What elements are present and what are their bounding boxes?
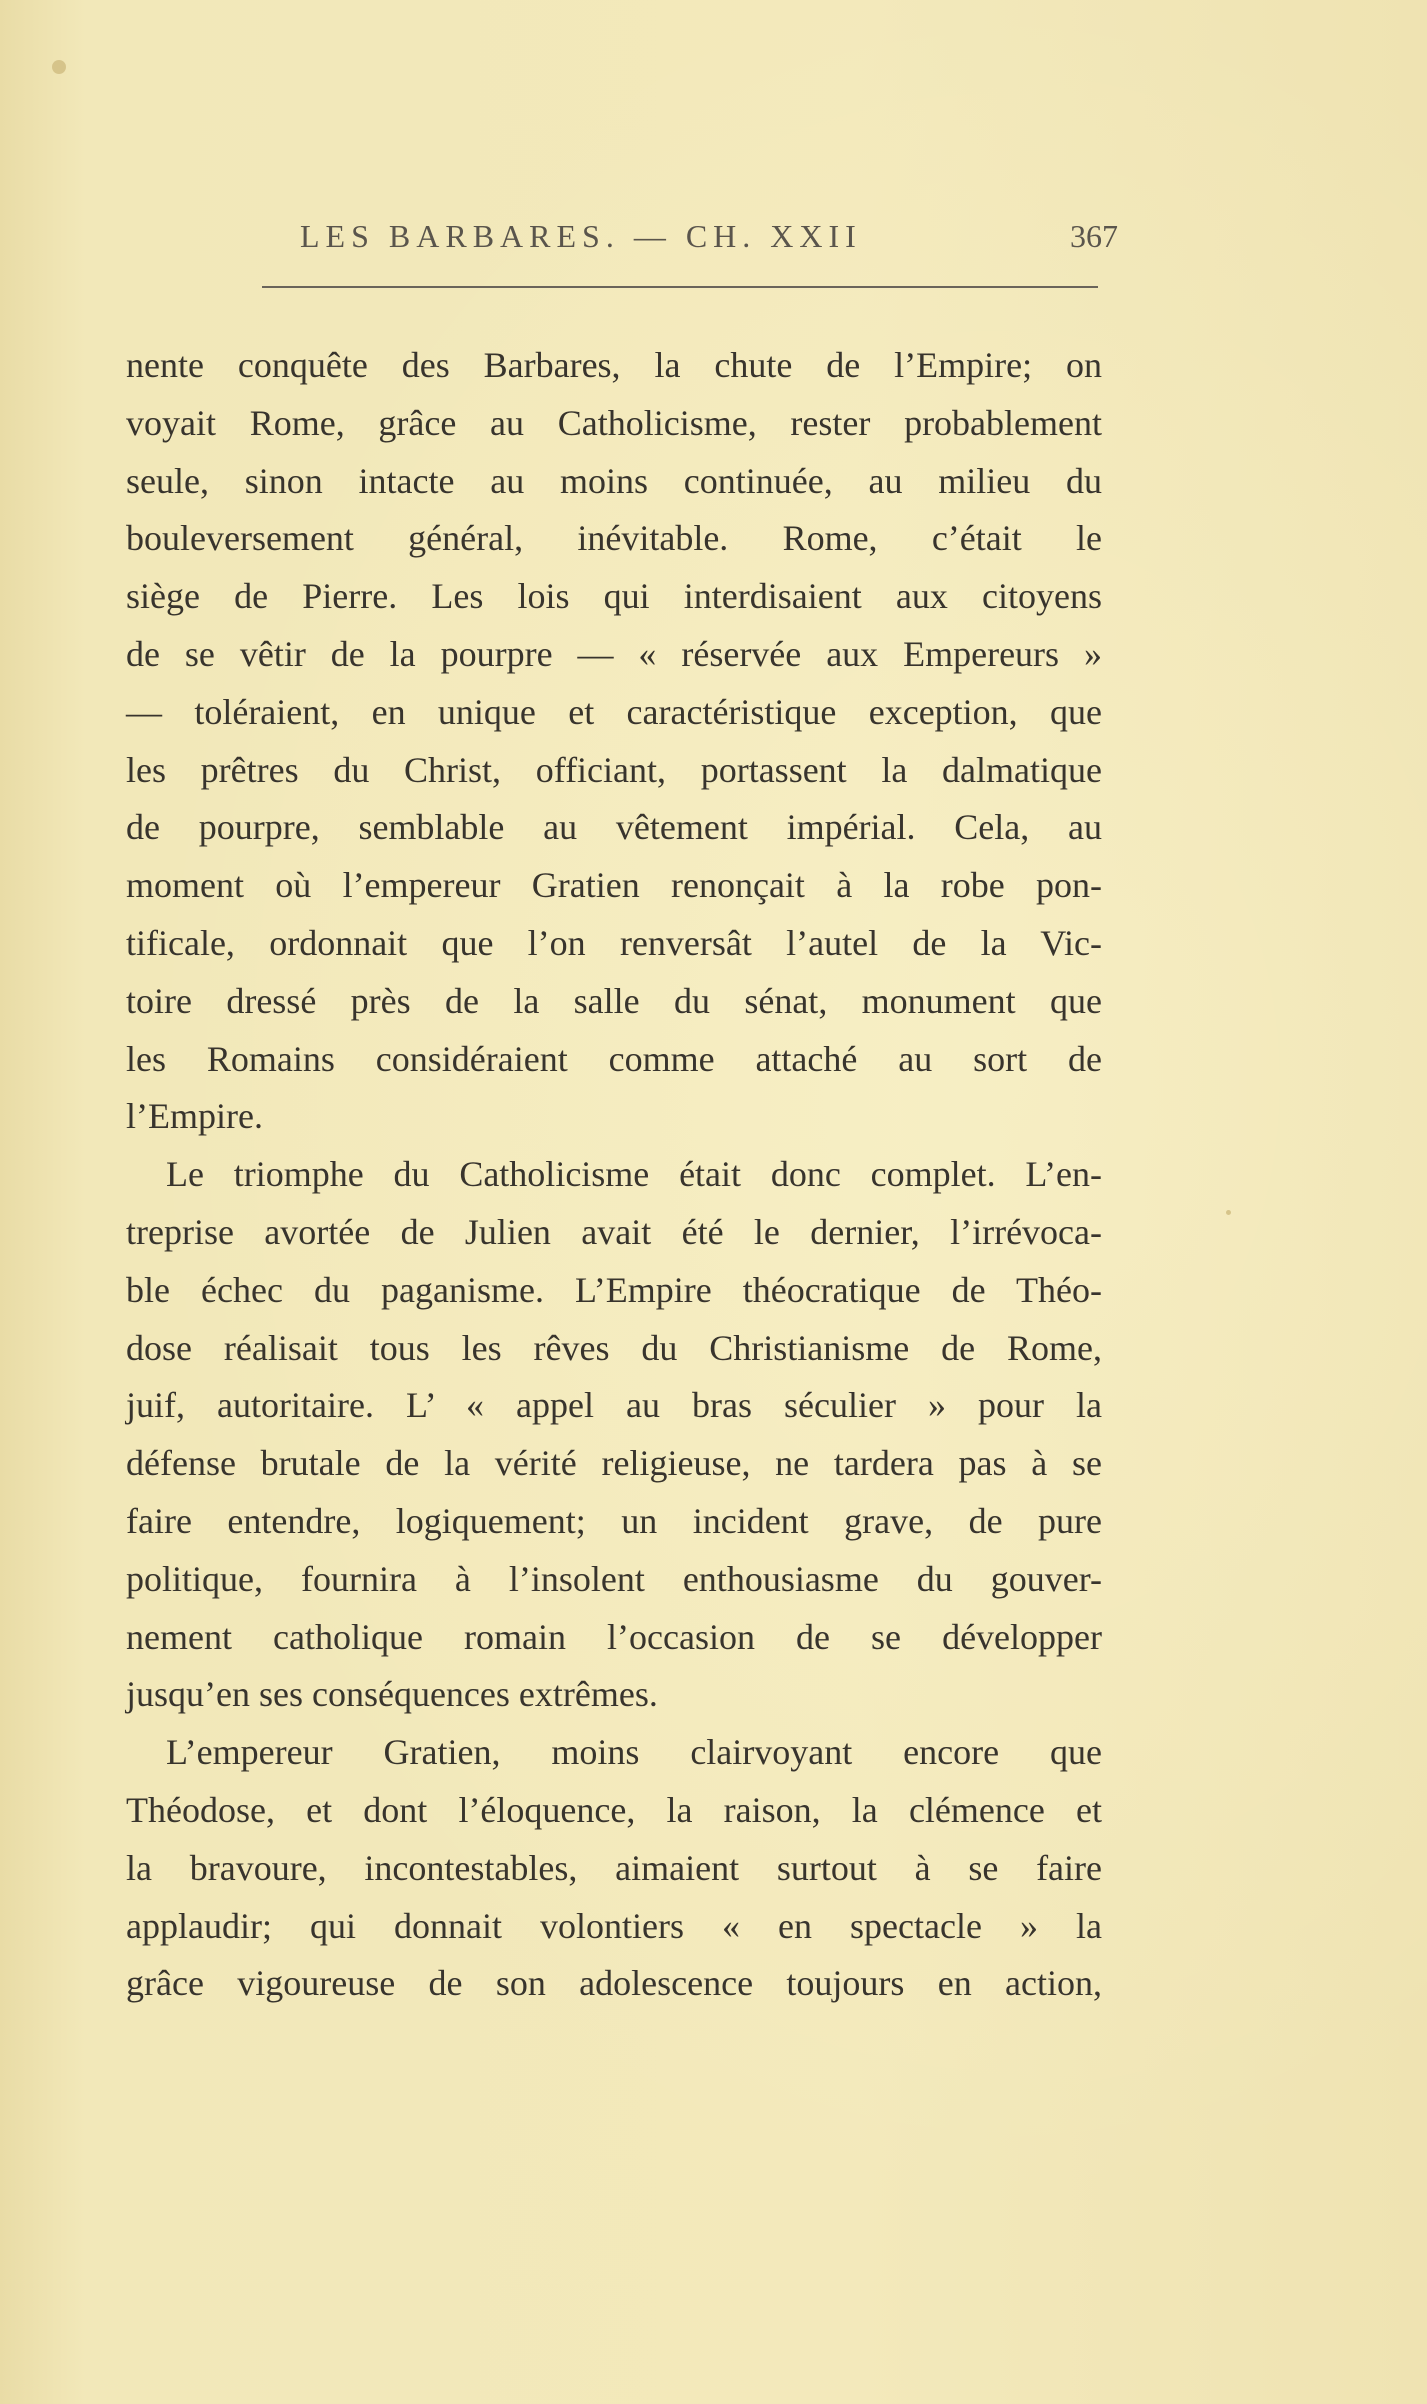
text-line: moment où l’empereur Gratien renonçait à la robe pon-	[126, 865, 1102, 906]
text-line: défense brutale de la vérité religieuse, ne tardera pas à se	[126, 1443, 1102, 1484]
text-line: toire dressé près de la salle du sénat, monument que	[126, 980, 1102, 1021]
text-line: juif, autoritaire. L’ « appel au bras séculier » pour la	[126, 1385, 1102, 1426]
text-line: Le triomphe du Catholicisme était donc complet. L’en-	[166, 1154, 1102, 1195]
text-line: les Romains considéraient comme attaché au sort de	[126, 1038, 1102, 1079]
text-line: tificale, ordonnait que l’on renversât l’autel de la Vic-	[126, 922, 1102, 963]
text-line: nement catholique romain l’occasion de se développer	[126, 1616, 1102, 1657]
running-title: LES BARBARES. — CH. XXII	[300, 218, 862, 254]
text-line: applaudir; qui donnait volontiers « en spectacle » la	[126, 1905, 1102, 1946]
text-line: nente conquête des Barbares, la chute de l’Empire; on	[126, 345, 1102, 385]
text-line: siège de Pierre. Les lois qui interdisaient aux citoyens	[126, 576, 1102, 617]
body-text	[126, 337, 1102, 2013]
text-line: faire entendre, logiquement; un incident grave, de pure	[126, 1500, 1102, 1541]
text-line: la bravoure, incontestables, aimaient surtout à se faire	[126, 1847, 1102, 1888]
page-number: 367	[1070, 218, 1118, 254]
text-line: politique, fournira à l’insolent enthousiasme du gouver-	[126, 1558, 1102, 1599]
text-line: de se vêtir de la pourpre — « réservée aux Empereurs »	[126, 633, 1102, 674]
text-line: L’empereur Gratien, moins clairvoyant encore que	[166, 1732, 1102, 1773]
text-line: bouleversement général, inévitable. Rome, c’était le	[126, 518, 1102, 559]
text-line: de pourpre, semblable au vêtement impérial. Cela, au	[126, 807, 1102, 848]
header-rule	[262, 286, 1098, 288]
text-line: — toléraient, en unique et caractéristique exception, que	[126, 691, 1102, 732]
text-line: dose réalisait tous les rêves du Christianisme de Rome,	[126, 1327, 1102, 1368]
text-line: voyait Rome, grâce au Catholicisme, rester probablement	[126, 402, 1102, 443]
running-head	[300, 218, 1130, 268]
paper-speck	[1226, 1210, 1231, 1215]
text-line: grâce vigoureuse de son adolescence toujours en action,	[126, 1963, 1102, 2004]
text-line: les prêtres du Christ, officiant, portassent la dalmatique	[126, 749, 1102, 790]
text-line: seule, sinon intacte au moins continuée, au milieu du	[126, 460, 1102, 501]
text-line: Théodose, et dont l’éloquence, la raison, la clémence et	[126, 1789, 1102, 1830]
text-line: treprise avortée de Julien avait été le dernier, l’irrévoca-	[126, 1211, 1102, 1252]
text-line: l’Empire.	[126, 1096, 263, 1137]
text-line: ble échec du paganisme. L’Empire théocratique de Théo-	[126, 1269, 1102, 1310]
paper-speck	[52, 60, 66, 74]
text-line: jusqu’en ses conséquences extrêmes.	[126, 1674, 658, 1715]
